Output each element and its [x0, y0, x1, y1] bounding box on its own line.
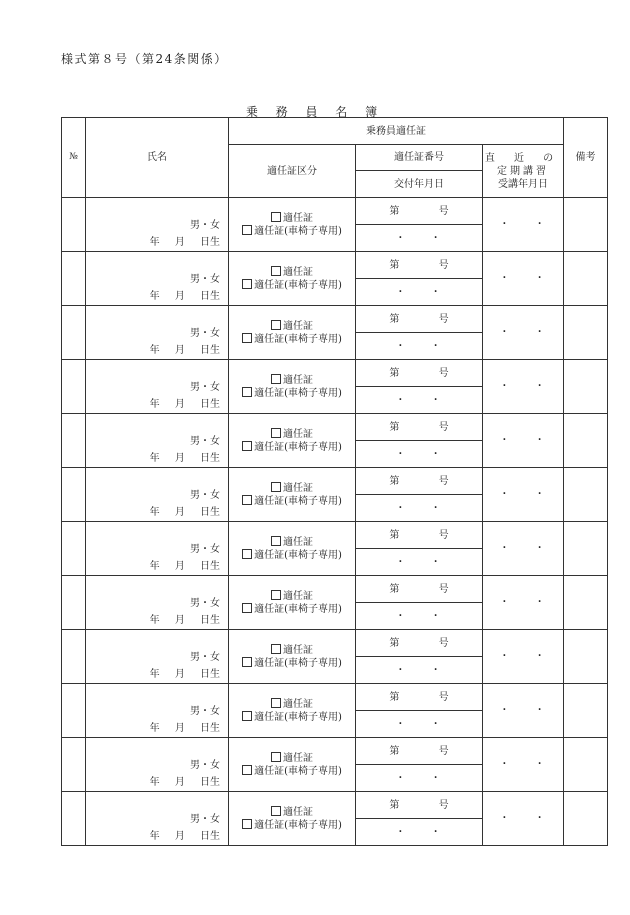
- category-option-label: 適任証(車椅子専用): [254, 441, 342, 453]
- category-option-label: 適任証(車椅子専用): [254, 333, 342, 345]
- row-training-date-cell[interactable]: ・ ・: [483, 306, 564, 360]
- roster-title: 乗 務 員 名 簿: [245, 105, 385, 119]
- category-option-standard: [229, 482, 355, 495]
- category-option-label: 適任証(車椅子専用): [254, 279, 342, 291]
- row-training-date-cell[interactable]: ・ ・: [483, 252, 564, 306]
- category-option-wheelchair: [229, 549, 355, 562]
- row-no-cell[interactable]: [62, 360, 86, 414]
- roster-row: [62, 198, 608, 225]
- category-option-label: 適任証: [283, 212, 313, 224]
- birth-date-text: 年 月 日生: [149, 723, 220, 734]
- header-issue-date: 交付年月日: [356, 171, 483, 198]
- header-recent-training-line1: 直 近 の: [484, 152, 562, 164]
- row-remarks-cell[interactable]: [564, 522, 608, 576]
- checkbox-icon[interactable]: [242, 603, 252, 613]
- roster-row: [62, 576, 608, 603]
- row-name-cell[interactable]: [86, 684, 229, 738]
- row-training-date-cell[interactable]: ・ ・: [483, 792, 564, 846]
- category-option-wheelchair: [229, 711, 355, 724]
- checkbox-icon[interactable]: [242, 225, 252, 235]
- row-category-cell: [229, 252, 356, 306]
- roster-row: [62, 684, 608, 711]
- row-issue-date-cell[interactable]: ・ ・: [356, 765, 483, 792]
- row-cert-number-cell[interactable]: 第 号: [356, 738, 483, 765]
- category-option-label: 適任証(車椅子専用): [254, 387, 342, 399]
- checkbox-icon[interactable]: [271, 644, 281, 654]
- row-issue-date-cell[interactable]: ・ ・: [356, 279, 483, 306]
- category-option-standard: [229, 320, 355, 333]
- row-issue-date-cell[interactable]: ・ ・: [356, 441, 483, 468]
- row-category-cell: [229, 792, 356, 846]
- row-no-cell[interactable]: [62, 792, 86, 846]
- row-training-date-cell[interactable]: ・ ・: [483, 738, 564, 792]
- row-remarks-cell[interactable]: [564, 468, 608, 522]
- birth-date-text: 年 月 日生: [149, 291, 220, 302]
- roster-row: [62, 630, 608, 657]
- category-option-label: 適任証: [283, 266, 313, 278]
- category-option-wheelchair: [229, 441, 355, 454]
- category-option-label: 適任証: [283, 320, 313, 332]
- category-option-label: 適任証: [283, 806, 313, 818]
- roster-row: [62, 252, 608, 279]
- category-option-standard: [229, 752, 355, 765]
- birth-date-text: 年 月 日生: [149, 615, 220, 626]
- row-training-date-cell[interactable]: ・ ・: [483, 630, 564, 684]
- row-cert-number-cell[interactable]: 第 号: [356, 198, 483, 225]
- category-option-label: 適任証(車椅子専用): [254, 225, 342, 237]
- row-no-cell[interactable]: [62, 630, 86, 684]
- category-option-wheelchair: [229, 495, 355, 508]
- row-cert-number-cell[interactable]: 第 号: [356, 576, 483, 603]
- row-category-cell: [229, 306, 356, 360]
- gender-select-text: 男・女: [190, 814, 220, 825]
- header-name: 氏名: [86, 118, 229, 198]
- category-option-wheelchair: [229, 333, 355, 346]
- row-cert-number-cell[interactable]: 第 号: [356, 522, 483, 549]
- row-cert-number-cell[interactable]: 第 号: [356, 630, 483, 657]
- row-training-date-cell[interactable]: ・ ・: [483, 468, 564, 522]
- crew-roster-table: [61, 117, 608, 846]
- row-category-cell: [229, 738, 356, 792]
- row-remarks-cell[interactable]: [564, 630, 608, 684]
- roster-row: [62, 414, 608, 441]
- roster-row: [62, 738, 608, 765]
- row-no-cell[interactable]: [62, 738, 86, 792]
- row-no-cell[interactable]: [62, 576, 86, 630]
- checkbox-icon[interactable]: [242, 333, 252, 343]
- roster-row: [62, 360, 608, 387]
- header-category: 適任証区分: [229, 145, 356, 198]
- checkbox-icon[interactable]: [242, 441, 252, 451]
- gender-select-text: 男・女: [190, 436, 220, 447]
- row-issue-date-cell[interactable]: ・ ・: [356, 495, 483, 522]
- birth-date-text: 年 月 日生: [149, 777, 220, 788]
- category-option-standard: [229, 590, 355, 603]
- checkbox-icon[interactable]: [271, 266, 281, 276]
- category-option-wheelchair: [229, 225, 355, 238]
- checkbox-icon[interactable]: [271, 590, 281, 600]
- gender-select-text: 男・女: [190, 382, 220, 393]
- row-name-cell[interactable]: [86, 576, 229, 630]
- form-number-label: 様式第８号（第24条関係）: [61, 52, 228, 66]
- category-option-standard: [229, 374, 355, 387]
- gender-select-text: 男・女: [190, 328, 220, 339]
- category-option-standard: [229, 212, 355, 225]
- row-cert-number-cell[interactable]: 第 号: [356, 468, 483, 495]
- row-no-cell[interactable]: [62, 522, 86, 576]
- category-option-label: 適任証(車椅子専用): [254, 549, 342, 561]
- row-category-cell: [229, 630, 356, 684]
- row-remarks-cell[interactable]: [564, 792, 608, 846]
- category-option-label: 適任証: [283, 428, 313, 440]
- row-name-cell[interactable]: [86, 468, 229, 522]
- gender-select-text: 男・女: [190, 220, 220, 231]
- birth-date-text: 年 月 日生: [149, 561, 220, 572]
- row-cert-number-cell[interactable]: 第 号: [356, 360, 483, 387]
- row-no-cell[interactable]: [62, 468, 86, 522]
- header-no: №: [62, 118, 86, 198]
- header-cert-number: 適任証番号: [356, 145, 483, 171]
- row-category-cell: [229, 684, 356, 738]
- birth-date-text: 年 月 日生: [149, 399, 220, 410]
- category-option-label: 適任証: [283, 752, 313, 764]
- checkbox-icon[interactable]: [271, 806, 281, 816]
- birth-date-text: 年 月 日生: [149, 669, 220, 680]
- row-category-cell: [229, 522, 356, 576]
- checkbox-icon[interactable]: [242, 495, 252, 505]
- header-row: [62, 118, 608, 145]
- category-option-label: 適任証: [283, 698, 313, 710]
- row-training-date-cell[interactable]: ・ ・: [483, 360, 564, 414]
- row-training-date-cell[interactable]: ・ ・: [483, 576, 564, 630]
- row-category-cell: [229, 414, 356, 468]
- checkbox-icon[interactable]: [242, 819, 252, 829]
- roster-row: [62, 306, 608, 333]
- category-option-wheelchair: [229, 819, 355, 832]
- row-name-cell[interactable]: [86, 360, 229, 414]
- row-no-cell[interactable]: [62, 306, 86, 360]
- row-training-date-cell[interactable]: ・ ・: [483, 198, 564, 252]
- checkbox-icon[interactable]: [242, 765, 252, 775]
- header-recent-training-line3: 受講年月日: [498, 178, 548, 190]
- checkbox-icon[interactable]: [271, 752, 281, 762]
- category-option-wheelchair: [229, 765, 355, 778]
- roster-row: [62, 522, 608, 549]
- row-issue-date-cell[interactable]: ・ ・: [356, 387, 483, 414]
- row-name-cell[interactable]: [86, 414, 229, 468]
- checkbox-icon[interactable]: [271, 320, 281, 330]
- checkbox-icon[interactable]: [242, 387, 252, 397]
- category-option-label: 適任証(車椅子専用): [254, 657, 342, 669]
- row-name-cell[interactable]: [86, 252, 229, 306]
- checkbox-icon[interactable]: [271, 212, 281, 222]
- row-cert-number-cell[interactable]: 第 号: [356, 306, 483, 333]
- category-option-standard: [229, 644, 355, 657]
- row-remarks-cell[interactable]: [564, 738, 608, 792]
- header-remarks: 備考: [564, 118, 608, 198]
- category-option-label: 適任証(車椅子専用): [254, 765, 342, 777]
- header-recent-training-line2: 定期講習: [497, 165, 549, 177]
- birth-date-text: 年 月 日生: [149, 237, 220, 248]
- row-category-cell: [229, 468, 356, 522]
- row-training-date-cell[interactable]: ・ ・: [483, 684, 564, 738]
- gender-select-text: 男・女: [190, 490, 220, 501]
- row-remarks-cell[interactable]: [564, 198, 608, 252]
- birth-date-text: 年 月 日生: [149, 345, 220, 356]
- row-issue-date-cell[interactable]: ・ ・: [356, 225, 483, 252]
- category-option-wheelchair: [229, 603, 355, 616]
- row-name-cell[interactable]: [86, 630, 229, 684]
- checkbox-icon[interactable]: [242, 657, 252, 667]
- checkbox-icon[interactable]: [242, 711, 252, 721]
- category-option-standard: [229, 428, 355, 441]
- category-option-label: 適任証(車椅子専用): [254, 603, 342, 615]
- row-issue-date-cell[interactable]: ・ ・: [356, 711, 483, 738]
- row-no-cell[interactable]: [62, 414, 86, 468]
- category-option-standard: [229, 698, 355, 711]
- checkbox-icon[interactable]: [271, 536, 281, 546]
- row-cert-number-cell[interactable]: 第 号: [356, 252, 483, 279]
- row-name-cell[interactable]: [86, 738, 229, 792]
- row-no-cell[interactable]: [62, 684, 86, 738]
- checkbox-icon[interactable]: [271, 428, 281, 438]
- gender-select-text: 男・女: [190, 274, 220, 285]
- row-cert-number-cell[interactable]: 第 号: [356, 684, 483, 711]
- category-option-standard: [229, 806, 355, 819]
- gender-select-text: 男・女: [190, 652, 220, 663]
- roster-row: [62, 468, 608, 495]
- category-option-label: 適任証: [283, 482, 313, 494]
- row-issue-date-cell[interactable]: ・ ・: [356, 657, 483, 684]
- row-issue-date-cell[interactable]: ・ ・: [356, 819, 483, 846]
- header-certificate: 乗務員適任証: [229, 118, 564, 145]
- row-remarks-cell[interactable]: [564, 684, 608, 738]
- birth-date-text: 年 月 日生: [149, 453, 220, 464]
- row-category-cell: [229, 576, 356, 630]
- category-option-label: 適任証: [283, 374, 313, 386]
- row-cert-number-cell[interactable]: 第 号: [356, 414, 483, 441]
- row-remarks-cell[interactable]: [564, 360, 608, 414]
- row-remarks-cell[interactable]: [564, 252, 608, 306]
- row-remarks-cell[interactable]: [564, 576, 608, 630]
- checkbox-icon[interactable]: [242, 549, 252, 559]
- category-option-label: 適任証: [283, 536, 313, 548]
- row-no-cell[interactable]: [62, 198, 86, 252]
- header-recent-training: [483, 145, 564, 198]
- row-training-date-cell[interactable]: ・ ・: [483, 522, 564, 576]
- category-option-wheelchair: [229, 657, 355, 670]
- row-issue-date-cell[interactable]: ・ ・: [356, 603, 483, 630]
- gender-select-text: 男・女: [190, 706, 220, 717]
- row-name-cell[interactable]: [86, 792, 229, 846]
- gender-select-text: 男・女: [190, 760, 220, 771]
- checkbox-icon[interactable]: [271, 374, 281, 384]
- row-category-cell: [229, 360, 356, 414]
- category-option-wheelchair: [229, 387, 355, 400]
- gender-select-text: 男・女: [190, 544, 220, 555]
- category-option-label: 適任証(車椅子専用): [254, 819, 342, 831]
- category-option-label: 適任証(車椅子専用): [254, 711, 342, 723]
- row-name-cell[interactable]: [86, 306, 229, 360]
- row-name-cell[interactable]: [86, 522, 229, 576]
- gender-select-text: 男・女: [190, 598, 220, 609]
- row-issue-date-cell[interactable]: ・ ・: [356, 333, 483, 360]
- birth-date-text: 年 月 日生: [149, 831, 220, 842]
- checkbox-icon[interactable]: [242, 279, 252, 289]
- category-option-standard: [229, 536, 355, 549]
- category-option-label: 適任証(車椅子専用): [254, 495, 342, 507]
- row-category-cell: [229, 198, 356, 252]
- category-option-label: 適任証: [283, 644, 313, 656]
- category-option-standard: [229, 266, 355, 279]
- row-remarks-cell[interactable]: [564, 306, 608, 360]
- row-issue-date-cell[interactable]: ・ ・: [356, 549, 483, 576]
- birth-date-text: 年 月 日生: [149, 507, 220, 518]
- category-option-wheelchair: [229, 279, 355, 292]
- row-no-cell[interactable]: [62, 252, 86, 306]
- checkbox-icon[interactable]: [271, 482, 281, 492]
- row-training-date-cell[interactable]: ・ ・: [483, 414, 564, 468]
- category-option-label: 適任証: [283, 590, 313, 602]
- roster-row: [62, 792, 608, 819]
- row-cert-number-cell[interactable]: 第 号: [356, 792, 483, 819]
- row-remarks-cell[interactable]: [564, 414, 608, 468]
- row-name-cell[interactable]: [86, 198, 229, 252]
- checkbox-icon[interactable]: [271, 698, 281, 708]
